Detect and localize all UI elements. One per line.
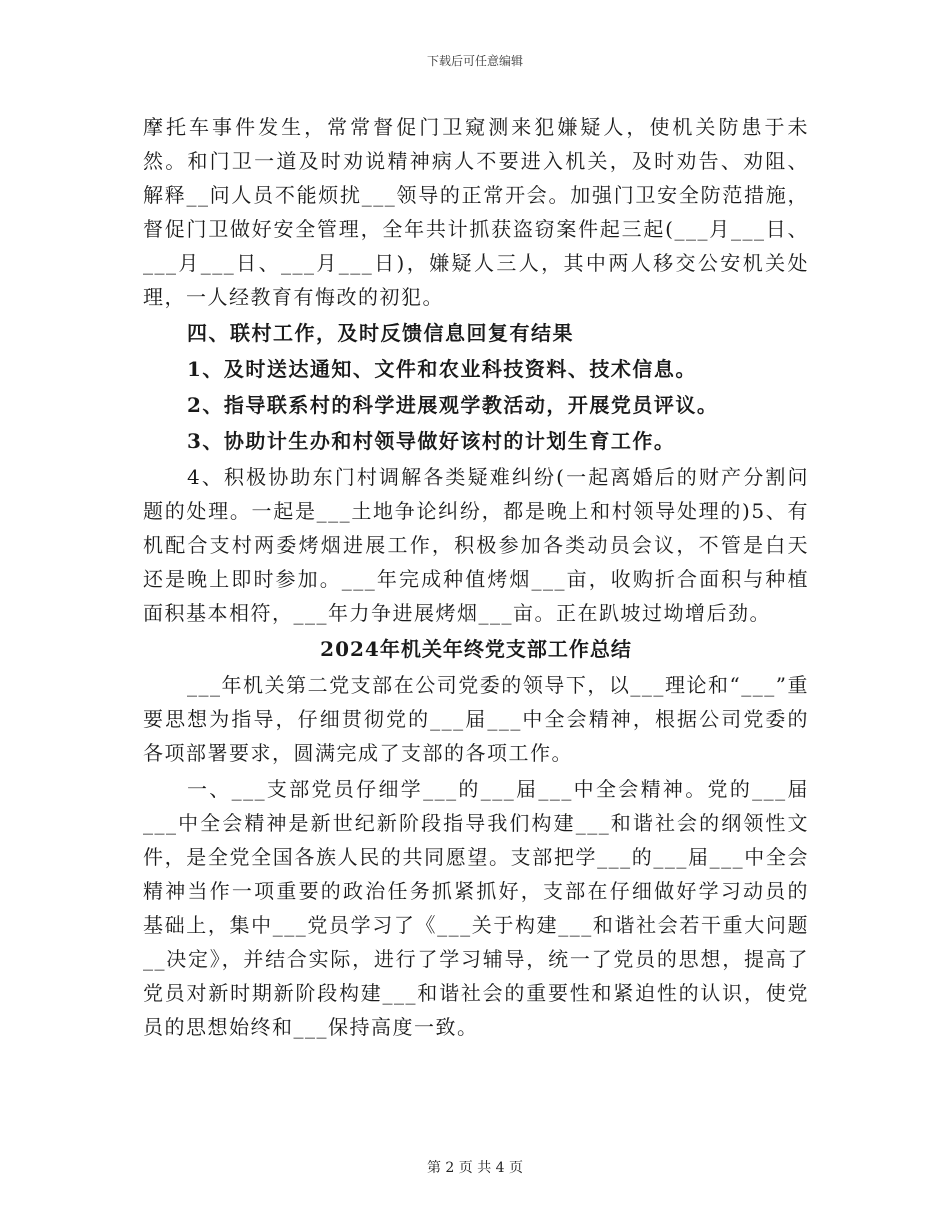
document-body [143, 110, 809, 1044]
list-item-3: 3、协助计生办和村领导做好该村的计划生育工作。 [187, 429, 676, 453]
section-heading-village-liaison: 四、联村工作，及时反馈信息回复有结果 [187, 321, 574, 345]
list-item-2: 2、指导联系村的科学进展观学教活动，开展党员评议。 [187, 393, 719, 417]
paragraph-security-work: 摩托车事件发生，常常督促门卫窥测来犯嫌疑人，使机关防患于未然。和门卫一道及时劝说精神病人不要进入机关，及时劝告、劝阻、解释__问人员不能烦扰___领导的正常开会。加强门卫安全防范措施，督促门卫做好安全管理，全年共计抓获盗窃案件起三起(___月___日、___月___日、___月___日)，嫌疑人三人，其中两人移交公安机关处理，一人经教育有悔改的初犯。 [143, 115, 809, 309]
page-header-note: 下载后可任意编辑 [426, 54, 523, 68]
paragraph-intro: ___年机关第二党支部在公司党委的领导下，以___理论和“___”重要思想为指导，仔细贯彻党的___届___中全会精神，根据公司党委的各项部署要求，圆满完成了支部的各项工作。 [143, 673, 809, 765]
paragraph-section-one: 一、___支部党员仔细学___的___届___中全会精神。党的___届___中全会精神是新世纪新阶段指导我们构建___和谐社会的纲领性文件，是全党全国各族人民的共同愿望。支部把学___的___届___中全会精神当作一项重要的政治任务抓紧抓好，支部在仔细做好学习动员的基础上，集中___党员学习了《___关于构建___和谐社会若干重大问题__决定》，并结合实际，进行了学习辅导，统一了党员的思想，提高了党员对新时期新阶段构建___和谐社会的重要性和紧迫性的认识，使党员的思想始终和___保持高度一致。 [143, 777, 809, 1039]
paragraph-dispute-mediation: 4、积极协助东门村调解各类疑难纠纷(一起离婚后的财产分割问题的处理。一起是___土地争论纠纷，都是晚上和村领导处理的)5、有机配合支村两委烤烟进展工作，积极参加各类动员会议，不管是白天还是晚上即时参加。___年完成种值烤烟___亩，收购折合面积与种植面积基本相符，___年力争进展烤烟___亩。正在趴坡过坳增后劲。 [143, 465, 809, 625]
list-item-1: 1、及时送达通知、文件和农业科技资料、技术信息。 [187, 357, 697, 381]
page-number: 第 2 页 共 4 页 [426, 1160, 524, 1176]
document-title: 2024年机关年终党支部工作总结 [320, 637, 632, 661]
